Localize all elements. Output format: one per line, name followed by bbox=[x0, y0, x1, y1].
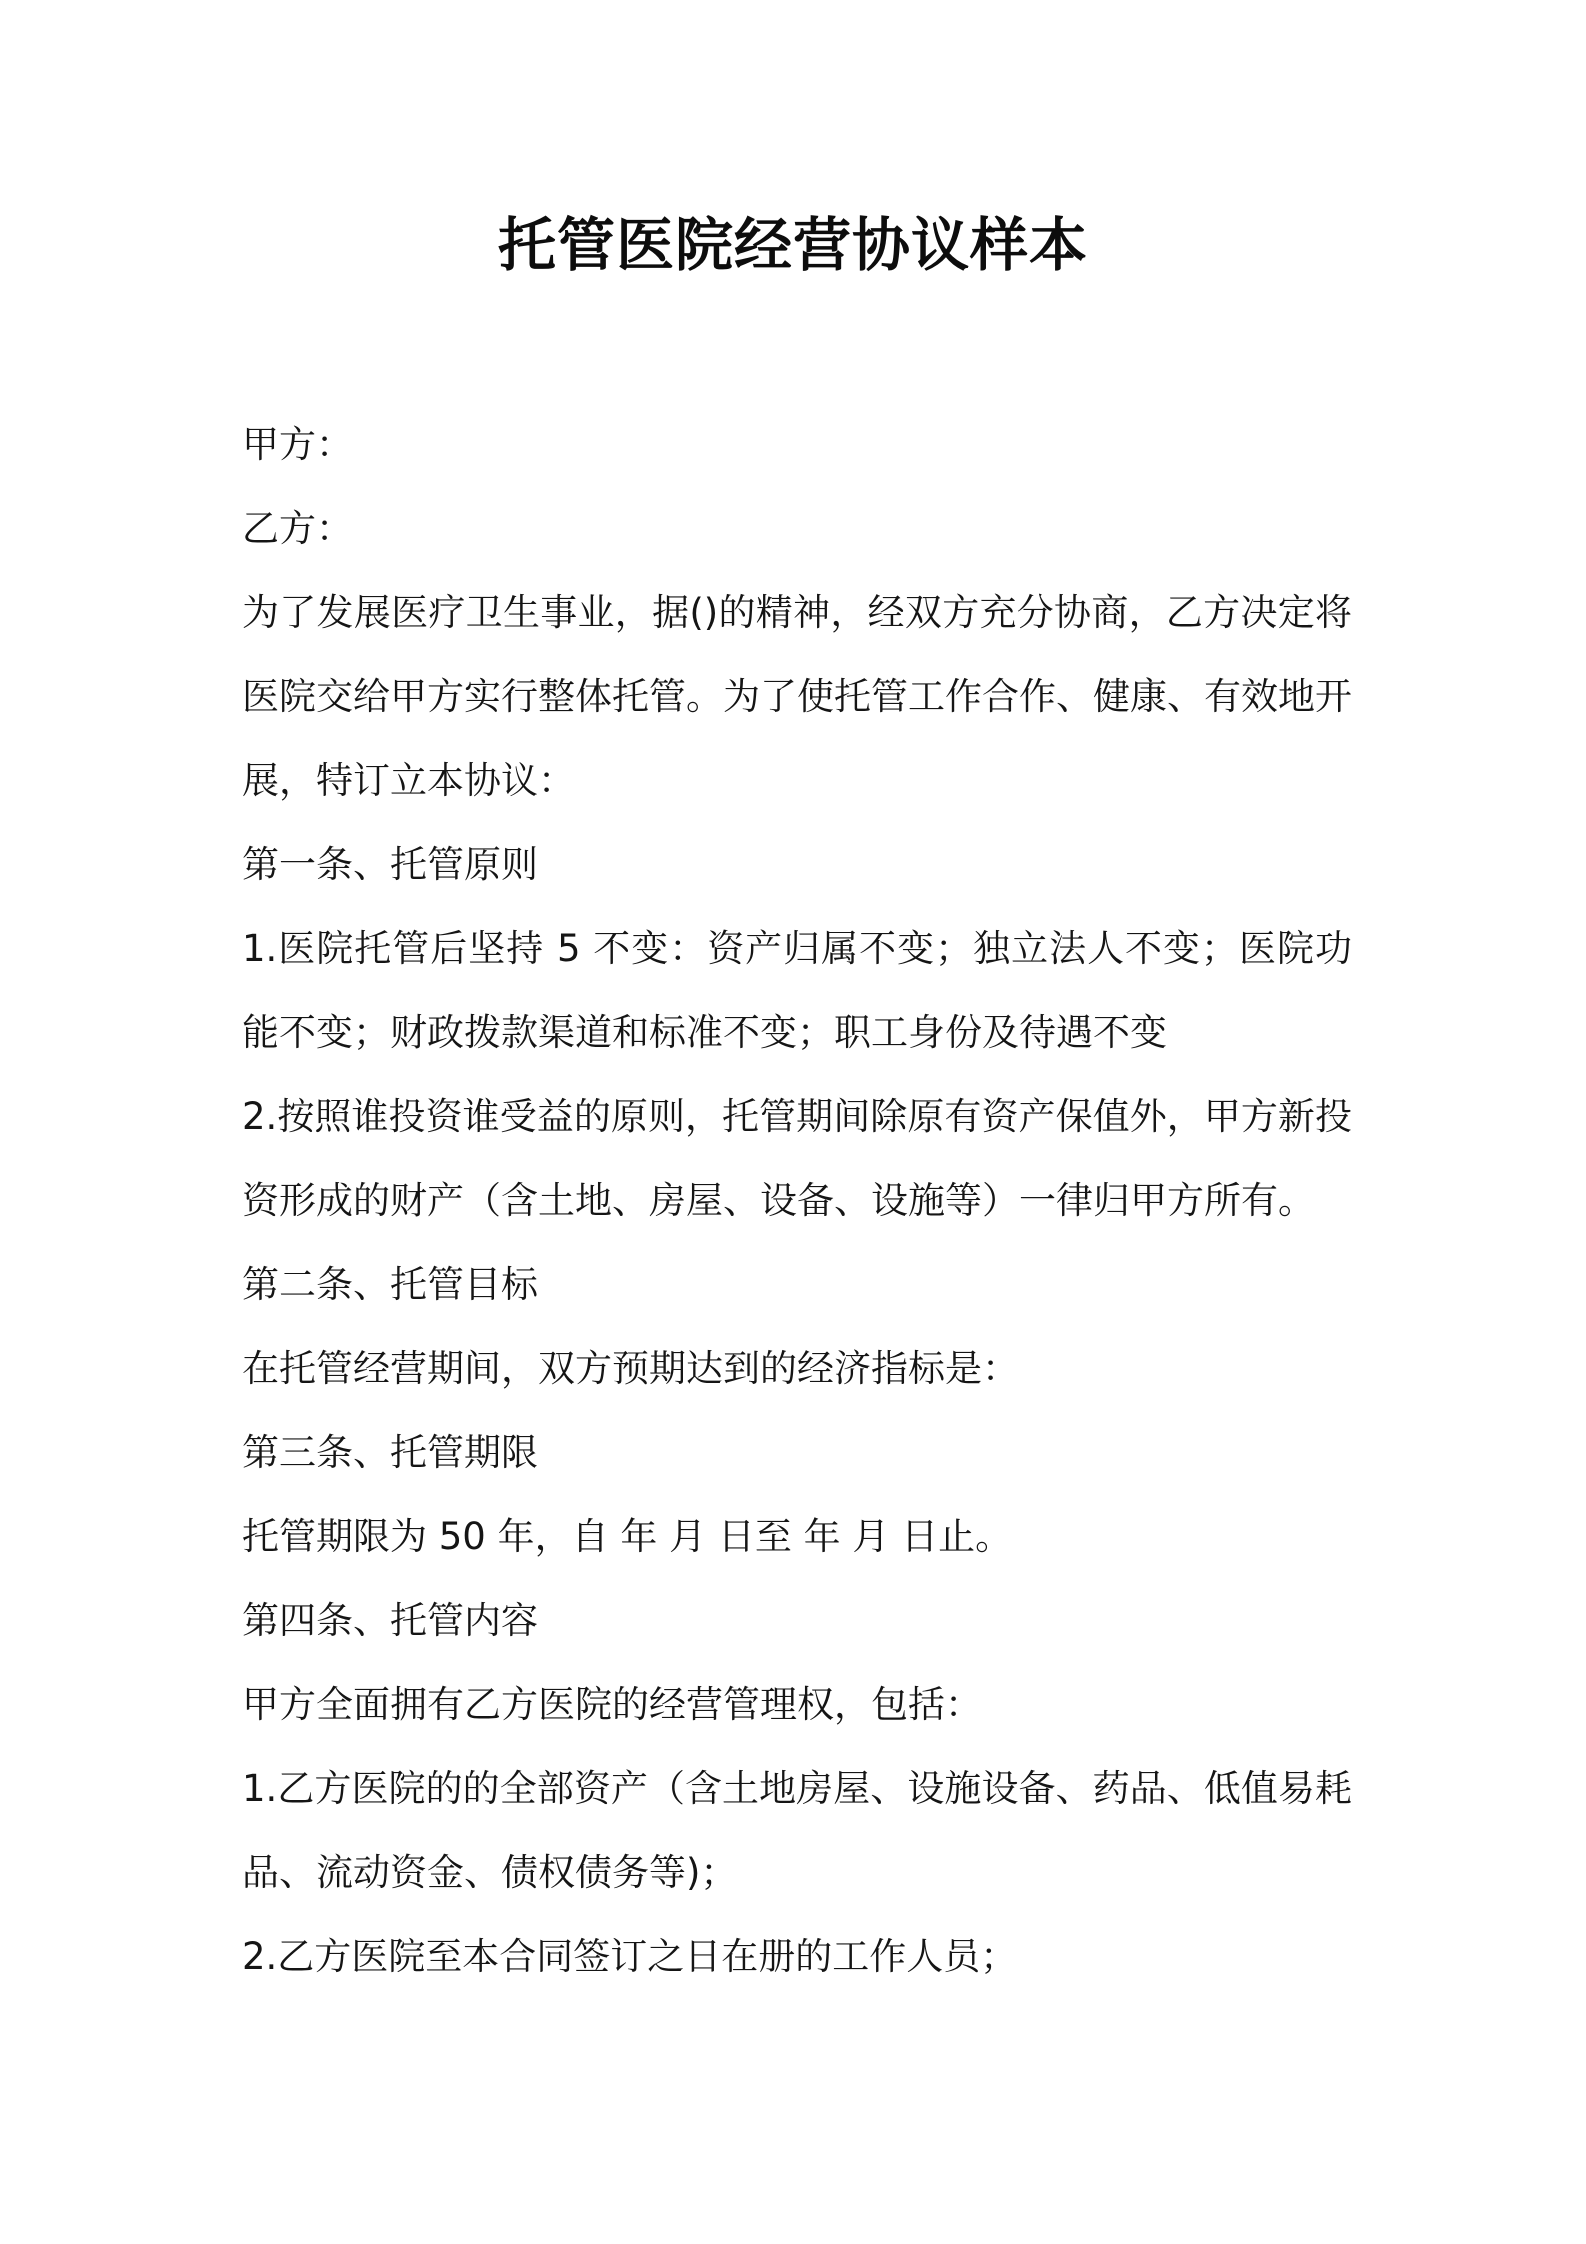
article-1-heading: 第一条、托管原则 bbox=[242, 843, 538, 886]
article-2-text: 在托管经营期间，双方预期达到的经济指标是： bbox=[242, 1347, 1019, 1390]
article-1-clause-1: 1.医院托管后坚持 5 不变：资产归属不变；独立法人不变；医院功能不变；财政拨款渠道和标准不变；职工身份及待遇不变 bbox=[242, 927, 1352, 1054]
article-4-clause-2: 2.乙方医院至本合同签订之日在册的工作人员； bbox=[242, 1935, 1018, 1978]
article-4-intro: 甲方全面拥有乙方医院的经营管理权，包括： bbox=[242, 1683, 982, 1726]
article-4-heading: 第四条、托管内容 bbox=[242, 1599, 538, 1642]
preamble-paragraph: 为了发展医疗卫生事业，据()的精神，经双方充分协商，乙方决定将医院交给甲方实行整体托管。为了使托管工作合作、健康、有效地开展，特订立本协议： bbox=[242, 591, 1352, 802]
party-a-line: 甲方： bbox=[242, 423, 353, 466]
document-body bbox=[242, 403, 1352, 1999]
article-3-text: 托管期限为 50 年，自 年 月 日至 年 月 日止。 bbox=[242, 1515, 1013, 1558]
party-b-line: 乙方： bbox=[242, 507, 353, 550]
article-3-heading: 第三条、托管期限 bbox=[242, 1431, 538, 1474]
document-title: 托管医院经营协议样本 bbox=[497, 211, 1088, 279]
article-2-heading: 第二条、托管目标 bbox=[242, 1263, 538, 1306]
article-1-clause-2: 2.按照谁投资谁受益的原则，托管期间除原有资产保值外，甲方新投资形成的财产（含土地、房屋、设备、设施等）一律归甲方所有。 bbox=[242, 1095, 1352, 1222]
article-4-clause-1: 1.乙方医院的的全部资产（含土地房屋、设施设备、药品、低值易耗品、流动资金、债权债务等)； bbox=[242, 1767, 1352, 1894]
